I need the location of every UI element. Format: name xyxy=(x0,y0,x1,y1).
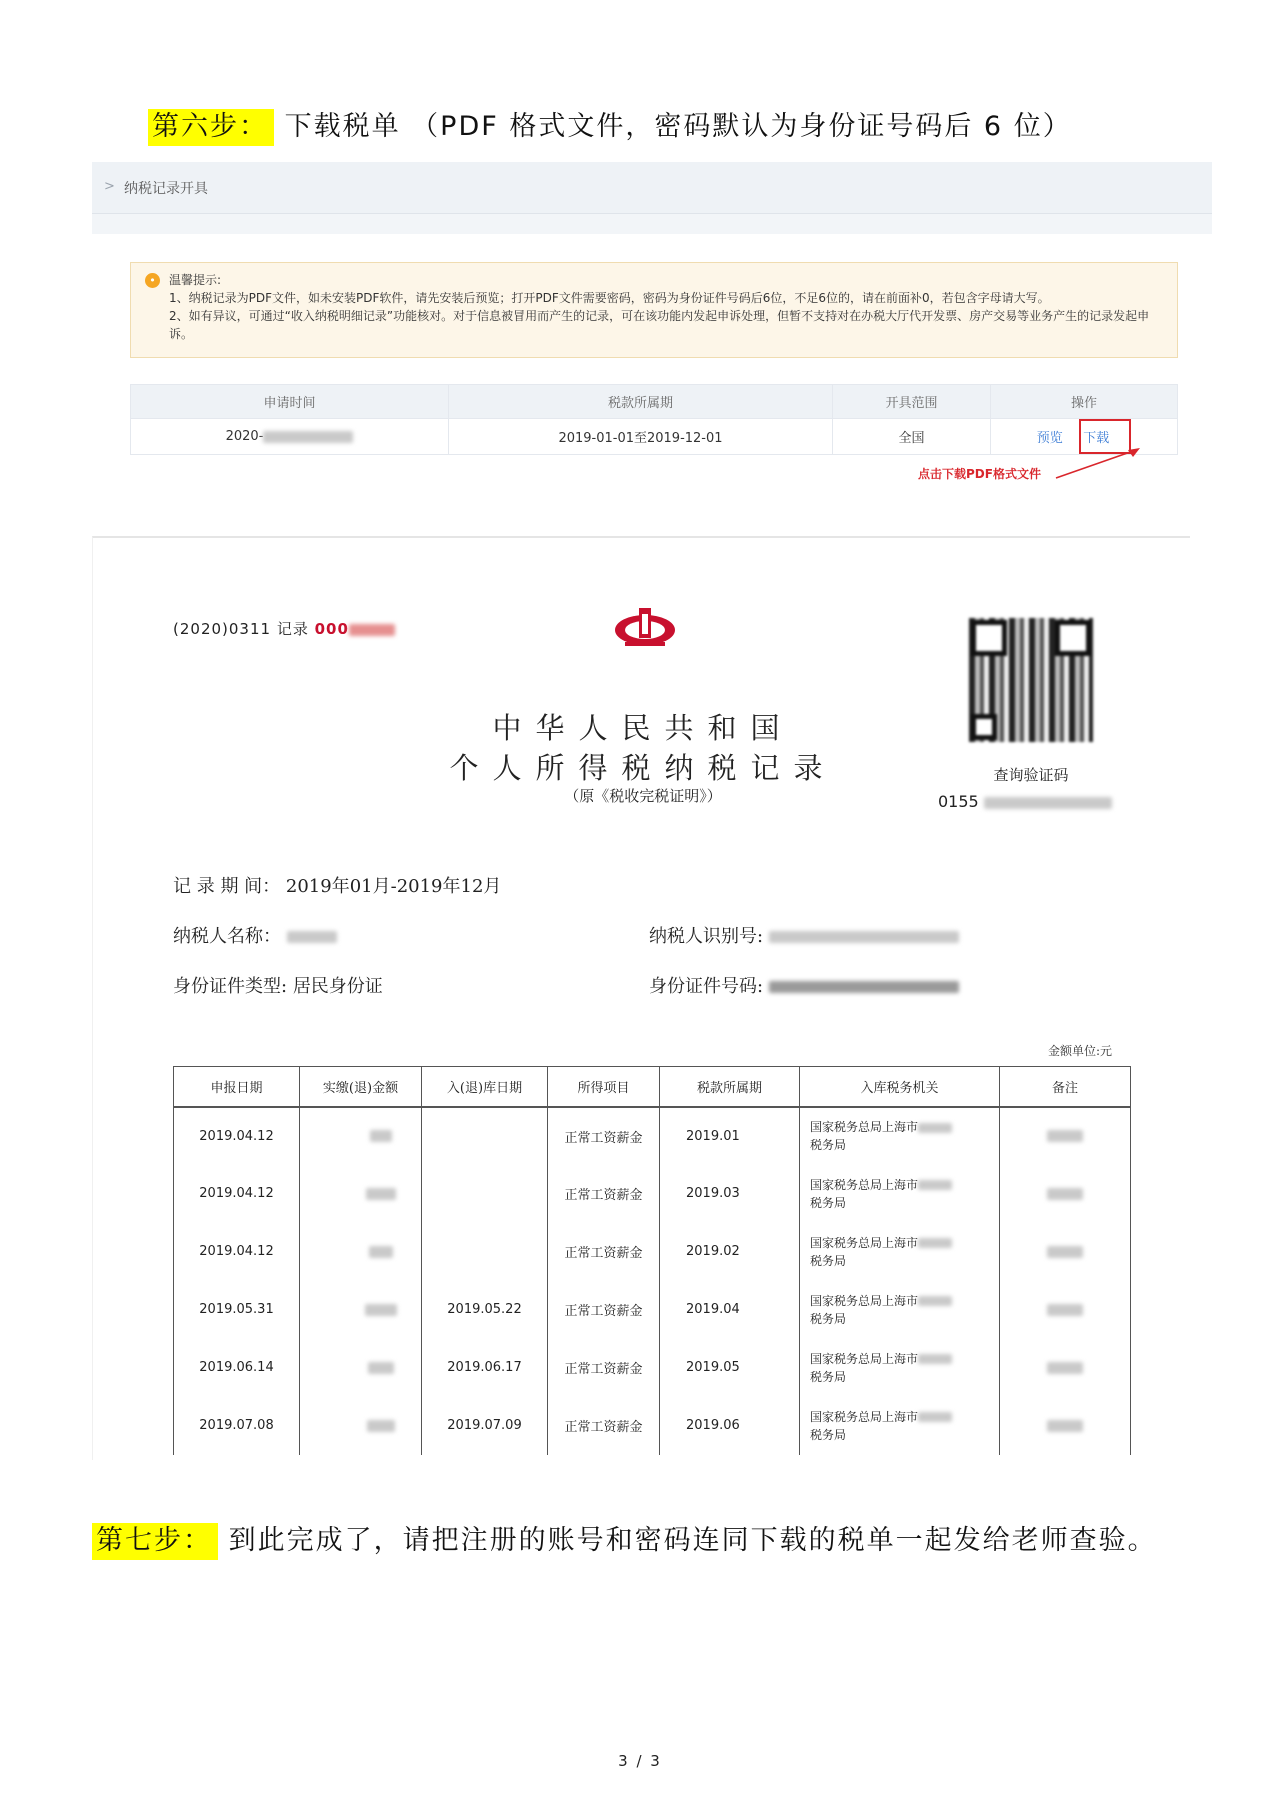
divider xyxy=(92,214,1212,234)
redacted-value xyxy=(368,1362,394,1374)
redacted-value xyxy=(984,797,1112,809)
redacted-value xyxy=(1047,1130,1083,1142)
col-scope: 开具范围 xyxy=(833,385,991,419)
report-date: 2019.04.12 xyxy=(174,1223,300,1281)
report-date: 2019.06.14 xyxy=(174,1339,300,1397)
idtype-label: 身份证件类型: xyxy=(173,976,288,997)
breadcrumb xyxy=(92,162,1212,214)
idtype-value: 居民身份证 xyxy=(292,976,383,997)
table-row xyxy=(174,1397,1131,1455)
tax-record-certificate xyxy=(92,536,1190,1460)
tax-emblem-icon xyxy=(613,604,677,648)
step6-label: 第六步： xyxy=(148,109,274,146)
verification-code xyxy=(938,792,1112,811)
table-row xyxy=(174,1281,1131,1339)
authority-cell xyxy=(800,1397,1000,1455)
authority-cell xyxy=(800,1281,1000,1339)
redacted-value xyxy=(1047,1188,1083,1200)
record-table xyxy=(130,384,1178,455)
amount-cell xyxy=(300,1107,422,1165)
chevron-right-icon: > xyxy=(104,179,115,194)
redacted-value xyxy=(918,1296,952,1306)
amount-unit: 金额单位:元 xyxy=(1048,1044,1113,1058)
authority-cell xyxy=(800,1223,1000,1281)
income-item: 正常工资薪金 xyxy=(548,1223,660,1281)
download-callout: 点击下载PDF格式文件 xyxy=(918,467,1041,481)
breadcrumb-item[interactable]: 纳税记录开具 xyxy=(124,181,208,197)
step6-heading xyxy=(148,104,1280,143)
scope-cell: 全国 xyxy=(833,419,991,455)
redacted-value xyxy=(369,1246,393,1258)
col-authority: 入库税务机关 xyxy=(800,1067,1000,1107)
certificate-subtitle: （原《税收完税证明》） xyxy=(564,787,722,805)
remark-cell xyxy=(1000,1281,1131,1339)
tax-detail-table xyxy=(173,1066,1131,1455)
amount-cell xyxy=(300,1223,422,1281)
income-item: 正常工资薪金 xyxy=(548,1281,660,1339)
income-item: 正常工资薪金 xyxy=(548,1339,660,1397)
step6-text: 下载税单 （PDF 格式文件，密码默认为身份证号码后 6 位） xyxy=(274,111,1072,142)
period-cell: 2019-01-01至2019-12-01 xyxy=(449,419,833,455)
step7-label: 第七步： xyxy=(92,1523,218,1560)
notice-title: 温馨提示: xyxy=(169,273,222,287)
col-stock-date: 入(退)库日期 xyxy=(422,1067,548,1107)
notice-line-2: 2、如有异议，可通过“收入纳税明细记录”功能核对。对于信息被冒用而产生的记录，可在该功能内发起申诉处理，但暂不支持对在办税大厅代开发票、房产交易等业务产生的记录发起申诉。 xyxy=(169,309,1150,341)
period-label: 记 录 期 间： xyxy=(173,876,281,897)
redacted-value xyxy=(918,1412,952,1422)
amount-cell xyxy=(300,1397,422,1455)
remark-cell xyxy=(1000,1107,1131,1165)
redacted-value xyxy=(366,1188,396,1200)
stock-date xyxy=(422,1223,548,1281)
qr-label: 查询验证码 xyxy=(993,766,1069,784)
redacted-value xyxy=(918,1238,952,1248)
authority-cell xyxy=(800,1165,1000,1223)
tax-period: 2019.03 xyxy=(660,1165,800,1223)
redacted-value xyxy=(287,931,337,943)
col-apply-time: 申请时间 xyxy=(131,385,449,419)
redacted-value xyxy=(370,1130,392,1142)
redacted-value xyxy=(918,1354,952,1364)
amount-cell xyxy=(300,1165,422,1223)
table-header-row xyxy=(131,385,1178,419)
authority-suffix: 税务局 xyxy=(810,1369,847,1384)
tax-period: 2019.02 xyxy=(660,1223,800,1281)
authority-suffix: 税务局 xyxy=(810,1427,847,1442)
redacted-value xyxy=(769,981,959,993)
report-date: 2019.07.08 xyxy=(174,1397,300,1455)
record-number xyxy=(173,618,395,639)
redacted-value xyxy=(918,1180,952,1190)
download-link[interactable]: 下载 xyxy=(1083,431,1110,446)
idno-label: 身份证件号码: xyxy=(649,976,764,997)
remark-cell xyxy=(1000,1223,1131,1281)
redacted-value xyxy=(349,624,395,636)
tax-period: 2019.04 xyxy=(660,1281,800,1339)
authority: 国家税务总局上海市 xyxy=(810,1351,919,1366)
col-period: 税款所属期 xyxy=(449,385,833,419)
authority-cell xyxy=(800,1107,1000,1165)
certificate-title-1: 中华人民共和国 xyxy=(492,711,794,745)
col-tax-period: 税款所属期 xyxy=(660,1067,800,1107)
warning-icon: • xyxy=(145,273,160,288)
notice-line-1: 1、纳税记录为PDF文件，如未安装PDF软件，请先安装后预览；打开PDF文件需要密码，密码为身份证件号码后6位，不足6位的，请在前面补0，若包含字母请大写。 xyxy=(169,291,1050,305)
tax-period: 2019.01 xyxy=(660,1107,800,1165)
qr-code-icon xyxy=(969,618,1093,742)
step7-text: 到此完成了，请把注册的账号和密码连同下载的税单一起发给老师查验。 xyxy=(218,1525,1157,1556)
step7-heading xyxy=(92,1509,1172,1573)
col-amount: 实缴(退)金额 xyxy=(300,1067,422,1107)
authority: 国家税务总局上海市 xyxy=(810,1177,919,1192)
notice-box xyxy=(130,262,1178,358)
report-date: 2019.04.12 xyxy=(174,1165,300,1223)
table-row xyxy=(131,419,1178,455)
certificate-title-2: 个人所得税纳税记录 xyxy=(449,751,837,785)
preview-link[interactable]: 预览 xyxy=(1036,431,1063,446)
authority-suffix: 税务局 xyxy=(810,1195,847,1210)
tax-portal-screenshot xyxy=(92,162,1212,486)
table-header-row xyxy=(174,1067,1131,1107)
page-number: 3 / 3 xyxy=(618,1752,662,1770)
table-row xyxy=(174,1223,1131,1281)
apply-time: 2020- xyxy=(225,429,264,444)
id-number xyxy=(649,972,959,998)
taxpayer-name xyxy=(173,922,337,948)
table-row xyxy=(174,1107,1131,1165)
apply-time-cell xyxy=(131,419,449,455)
record-period xyxy=(173,872,501,898)
record-no: 000 xyxy=(314,620,349,638)
amount-cell xyxy=(300,1281,422,1339)
id-type xyxy=(173,972,383,998)
authority: 国家税务总局上海市 xyxy=(810,1409,919,1424)
stock-date: 2019.05.22 xyxy=(422,1281,548,1339)
col-remark: 备注 xyxy=(1000,1067,1131,1107)
remark-cell xyxy=(1000,1339,1131,1397)
authority: 国家税务总局上海市 xyxy=(810,1293,919,1308)
name-label: 纳税人名称： xyxy=(173,926,281,947)
income-item: 正常工资薪金 xyxy=(548,1165,660,1223)
redacted-value xyxy=(1047,1420,1083,1432)
tax-period: 2019.06 xyxy=(660,1397,800,1455)
authority-suffix: 税务局 xyxy=(810,1138,847,1152)
authority-suffix: 税务局 xyxy=(810,1253,847,1268)
authority-suffix: 税务局 xyxy=(810,1311,847,1326)
redacted-value xyxy=(1047,1246,1083,1258)
taxpayer-id xyxy=(649,922,959,948)
period-value: 2019年01月-2019年12月 xyxy=(285,876,502,897)
table-row xyxy=(174,1339,1131,1397)
arrow-icon xyxy=(1052,444,1148,484)
redacted-value xyxy=(769,931,959,943)
record-prefix: (2020)0311 记录 xyxy=(173,620,315,638)
income-item: 正常工资薪金 xyxy=(548,1107,660,1165)
income-item: 正常工资薪金 xyxy=(548,1397,660,1455)
table-row xyxy=(174,1165,1131,1223)
verification-code-value: 0155 xyxy=(938,792,979,811)
col-report-date: 申报日期 xyxy=(174,1067,300,1107)
redacted-value xyxy=(1047,1304,1083,1316)
authority: 国家税务总局上海市 xyxy=(810,1235,919,1250)
col-income-item: 所得项目 xyxy=(548,1067,660,1107)
remark-cell xyxy=(1000,1397,1131,1455)
redacted-value xyxy=(1047,1362,1083,1374)
stock-date xyxy=(422,1165,548,1223)
redacted-value xyxy=(263,431,353,443)
taxid-label: 纳税人识别号: xyxy=(649,926,764,947)
authority: 国家税务总局上海市 xyxy=(810,1120,919,1134)
stock-date: 2019.07.09 xyxy=(422,1397,548,1455)
stock-date: 2019.06.17 xyxy=(422,1339,548,1397)
tax-period: 2019.05 xyxy=(660,1339,800,1397)
amount-cell xyxy=(300,1339,422,1397)
report-date: 2019.05.31 xyxy=(174,1281,300,1339)
redacted-value xyxy=(365,1304,397,1316)
remark-cell xyxy=(1000,1165,1131,1223)
report-date: 2019.04.12 xyxy=(174,1107,300,1165)
col-actions: 操作 xyxy=(991,385,1178,419)
stock-date xyxy=(422,1107,548,1165)
authority-cell xyxy=(800,1339,1000,1397)
redacted-value xyxy=(367,1420,395,1432)
redacted-value xyxy=(918,1123,952,1133)
